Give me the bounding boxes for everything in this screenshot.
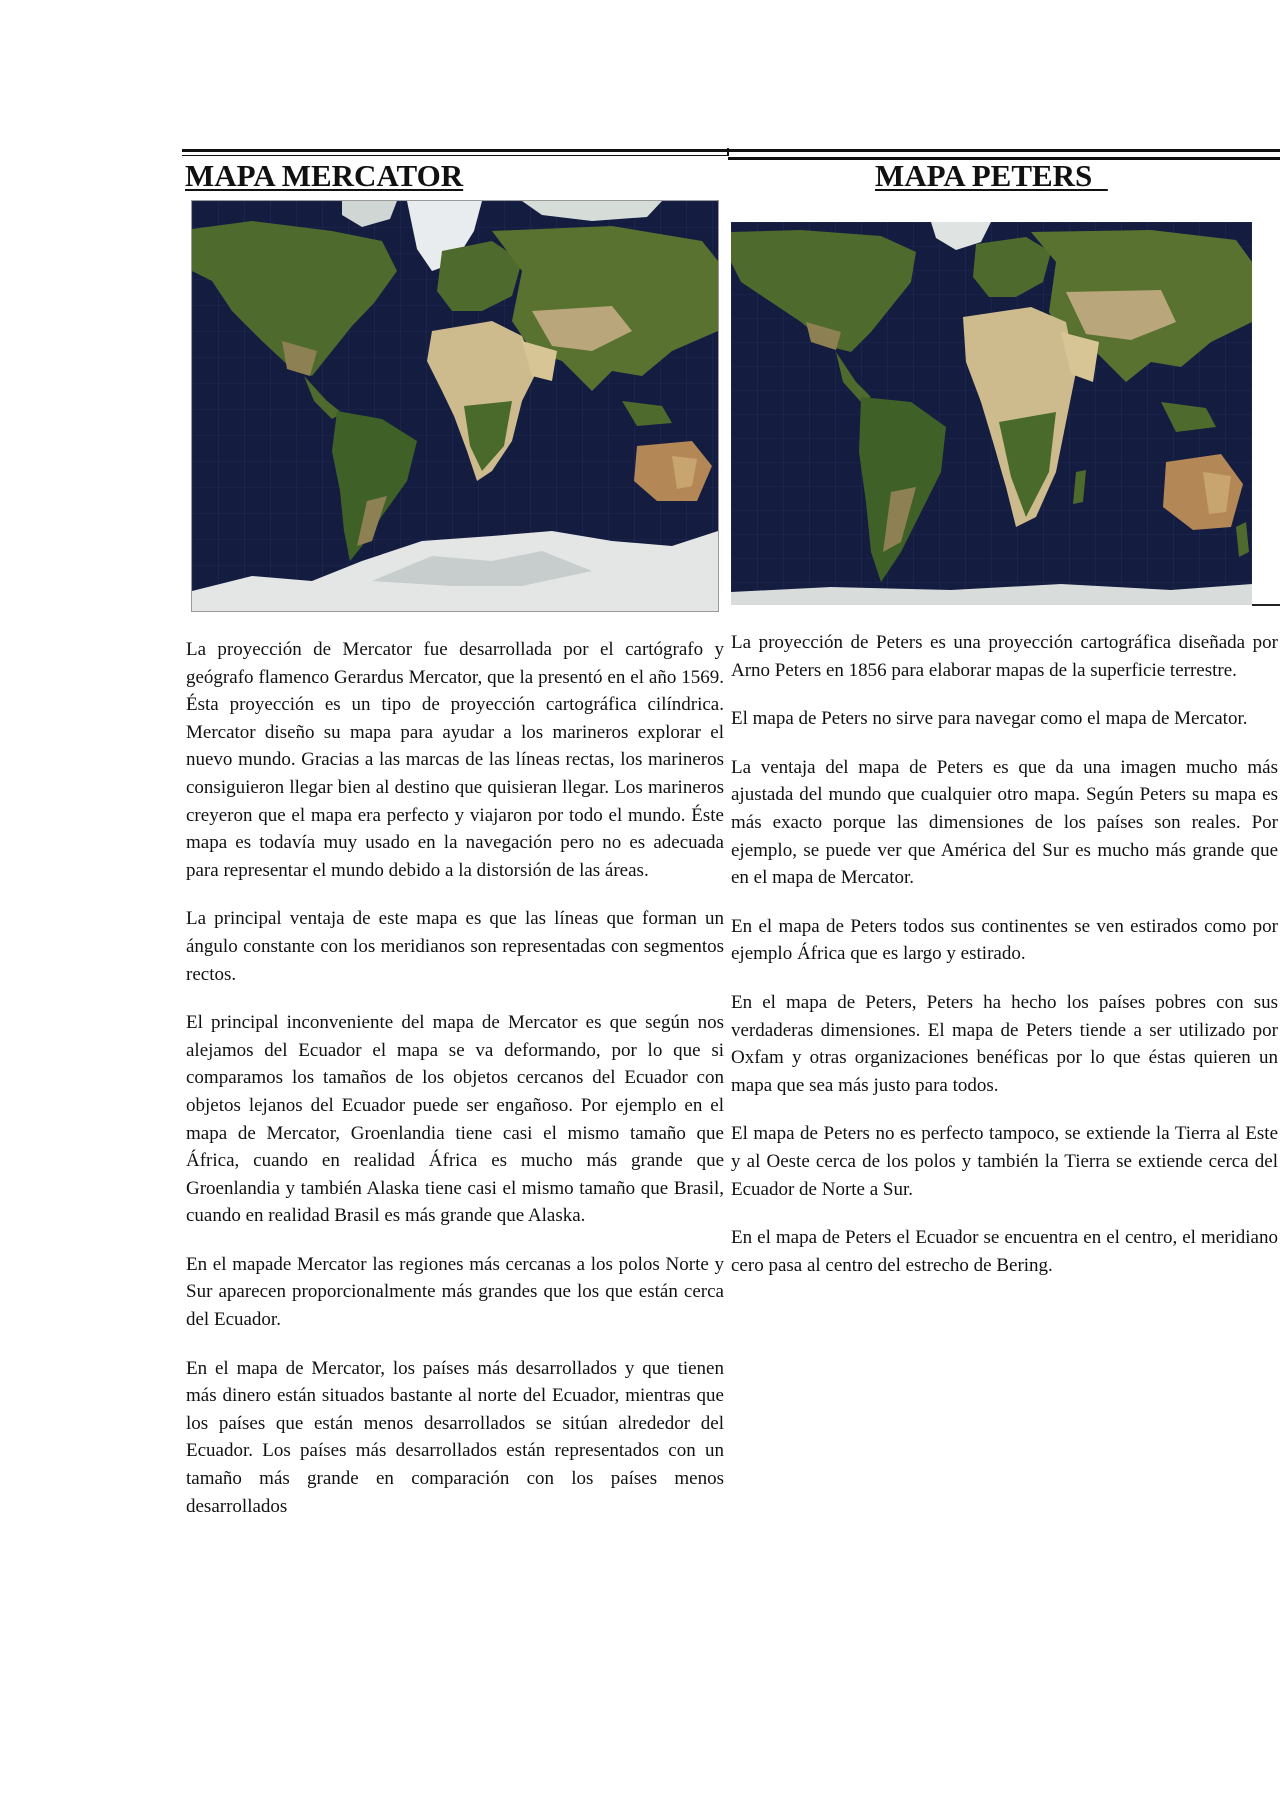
peters-paragraph-3: La ventaja del mapa de Peters es que da una imagen mucho más ajustada del mundo que cualquier otro mapa. Según Peters su mapa es más exacto porque las dimensiones de los países son reales. Por ejemplo, se puede ver que América del Sur es mucho más grande que en el mapa de Mercator. <box>731 756 1278 889</box>
mercator-text-column <box>186 636 724 1541</box>
peters-text-column <box>731 629 1278 1300</box>
mercator-paragraph-3: El principal inconveniente del mapa de Mercator es que según nos alejamos del Ecuador el mapa se va deformando, por lo que si comparamos los tamaños de los objetos cercanos del Ecuador con objetos lejanos del Ecuador puede ser engañoso. Por ejemplo en el mapa de Mercator, Groenlandia tiene casi el mismo tamaño que África, cuando en realidad África es mucho más grande que Groenlandia y también Alaska tiene casi el mismo tamaño que Brasil, cuando en realidad Brasil es más grande que Alaska. <box>186 1012 724 1227</box>
mercator-title: MAPA MERCATOR <box>185 158 464 193</box>
peters-title: MAPA PETERS <box>875 158 1108 193</box>
mercator-paragraph-2: La principal ventaja de este mapa es que las líneas que forman un ángulo constante con los meridianos son representadas con segmentos rectos. <box>186 908 724 985</box>
peters-paragraph-7: En el mapa de Peters el Ecuador se encuentra en el centro, el meridiano cero pasa al centro del estrecho de Bering. <box>731 1227 1278 1276</box>
peters-paragraph-5: En el mapa de Peters, Peters ha hecho los países pobres con sus verdaderas dimensiones. El mapa de Peters tiende a ser utilizado por Oxfam y otras organizaciones benéficas por lo que éstas quieren un mapa que sea más justo para todos. <box>731 991 1278 1096</box>
mercator-map-graphic <box>192 201 718 611</box>
mercator-paragraph-5: En el mapa de Mercator, los países más desarrollados y que tienen más dinero están situados bastante al norte del Ecuador, mientras que los países que están menos desarrollados se sitúan alrededor del Ecuador. Los países más desarrollados están representados con un tamaño más grande en comparación con los países menos desarrollados <box>186 1357 724 1517</box>
peters-paragraph-6: El mapa de Peters no es perfecto tampoco, se extiende la Tierra al Este y al Oeste cerca de los polos y también la Tierra se extiende cerca del Ecuador de Norte a Sur. <box>731 1123 1278 1200</box>
peters-paragraph-1: La proyección de Peters es una proyección cartográfica diseñada por Arno Peters en 1856 para elaborar mapas de la superficie terrestre. <box>731 632 1278 681</box>
header-rule-right <box>728 149 1280 152</box>
peters-map-edge-line <box>1252 604 1280 606</box>
peters-paragraph-2: El mapa de Peters no sirve para navegar como el mapa de Mercator. <box>731 708 1248 730</box>
peters-paragraph-4: En el mapa de Peters todos sus continentes se ven estirados como por ejemplo África que es largo y estirado. <box>731 915 1278 965</box>
header-rule-left <box>182 149 728 152</box>
peters-map-graphic <box>731 222 1252 605</box>
mercator-paragraph-4: En el mapade Mercator las regiones más cercanas a los polos Norte y Sur aparecen proporcionalmente más grandes que los que están cerca del Ecuador. <box>186 1253 724 1331</box>
mercator-map-image <box>191 200 719 612</box>
header-rule-divider <box>727 148 729 156</box>
mercator-paragraph-1: La proyección de Mercator fue desarrollada por el cartógrafo y geógrafo flamenco Gerardus Mercator, que la presentó en el año 1569. Ésta proyección es un tipo de proyección cartográfica cilíndrica. Mercator diseño su mapa para ayudar a los marineros explorar el nuevo mundo. Gracias a las marcas de las líneas rectas, los marineros consiguieron llegar bien al destino que quisieran llegar. Los marineros creyeron que el mapa era perfecto y viajaron por todo el mundo. Éste mapa es todavía muy usado en la navegación pero no es adecuada para representar el mundo debido a la distorsión de las áreas. <box>186 639 724 881</box>
peters-map-image <box>731 222 1252 605</box>
